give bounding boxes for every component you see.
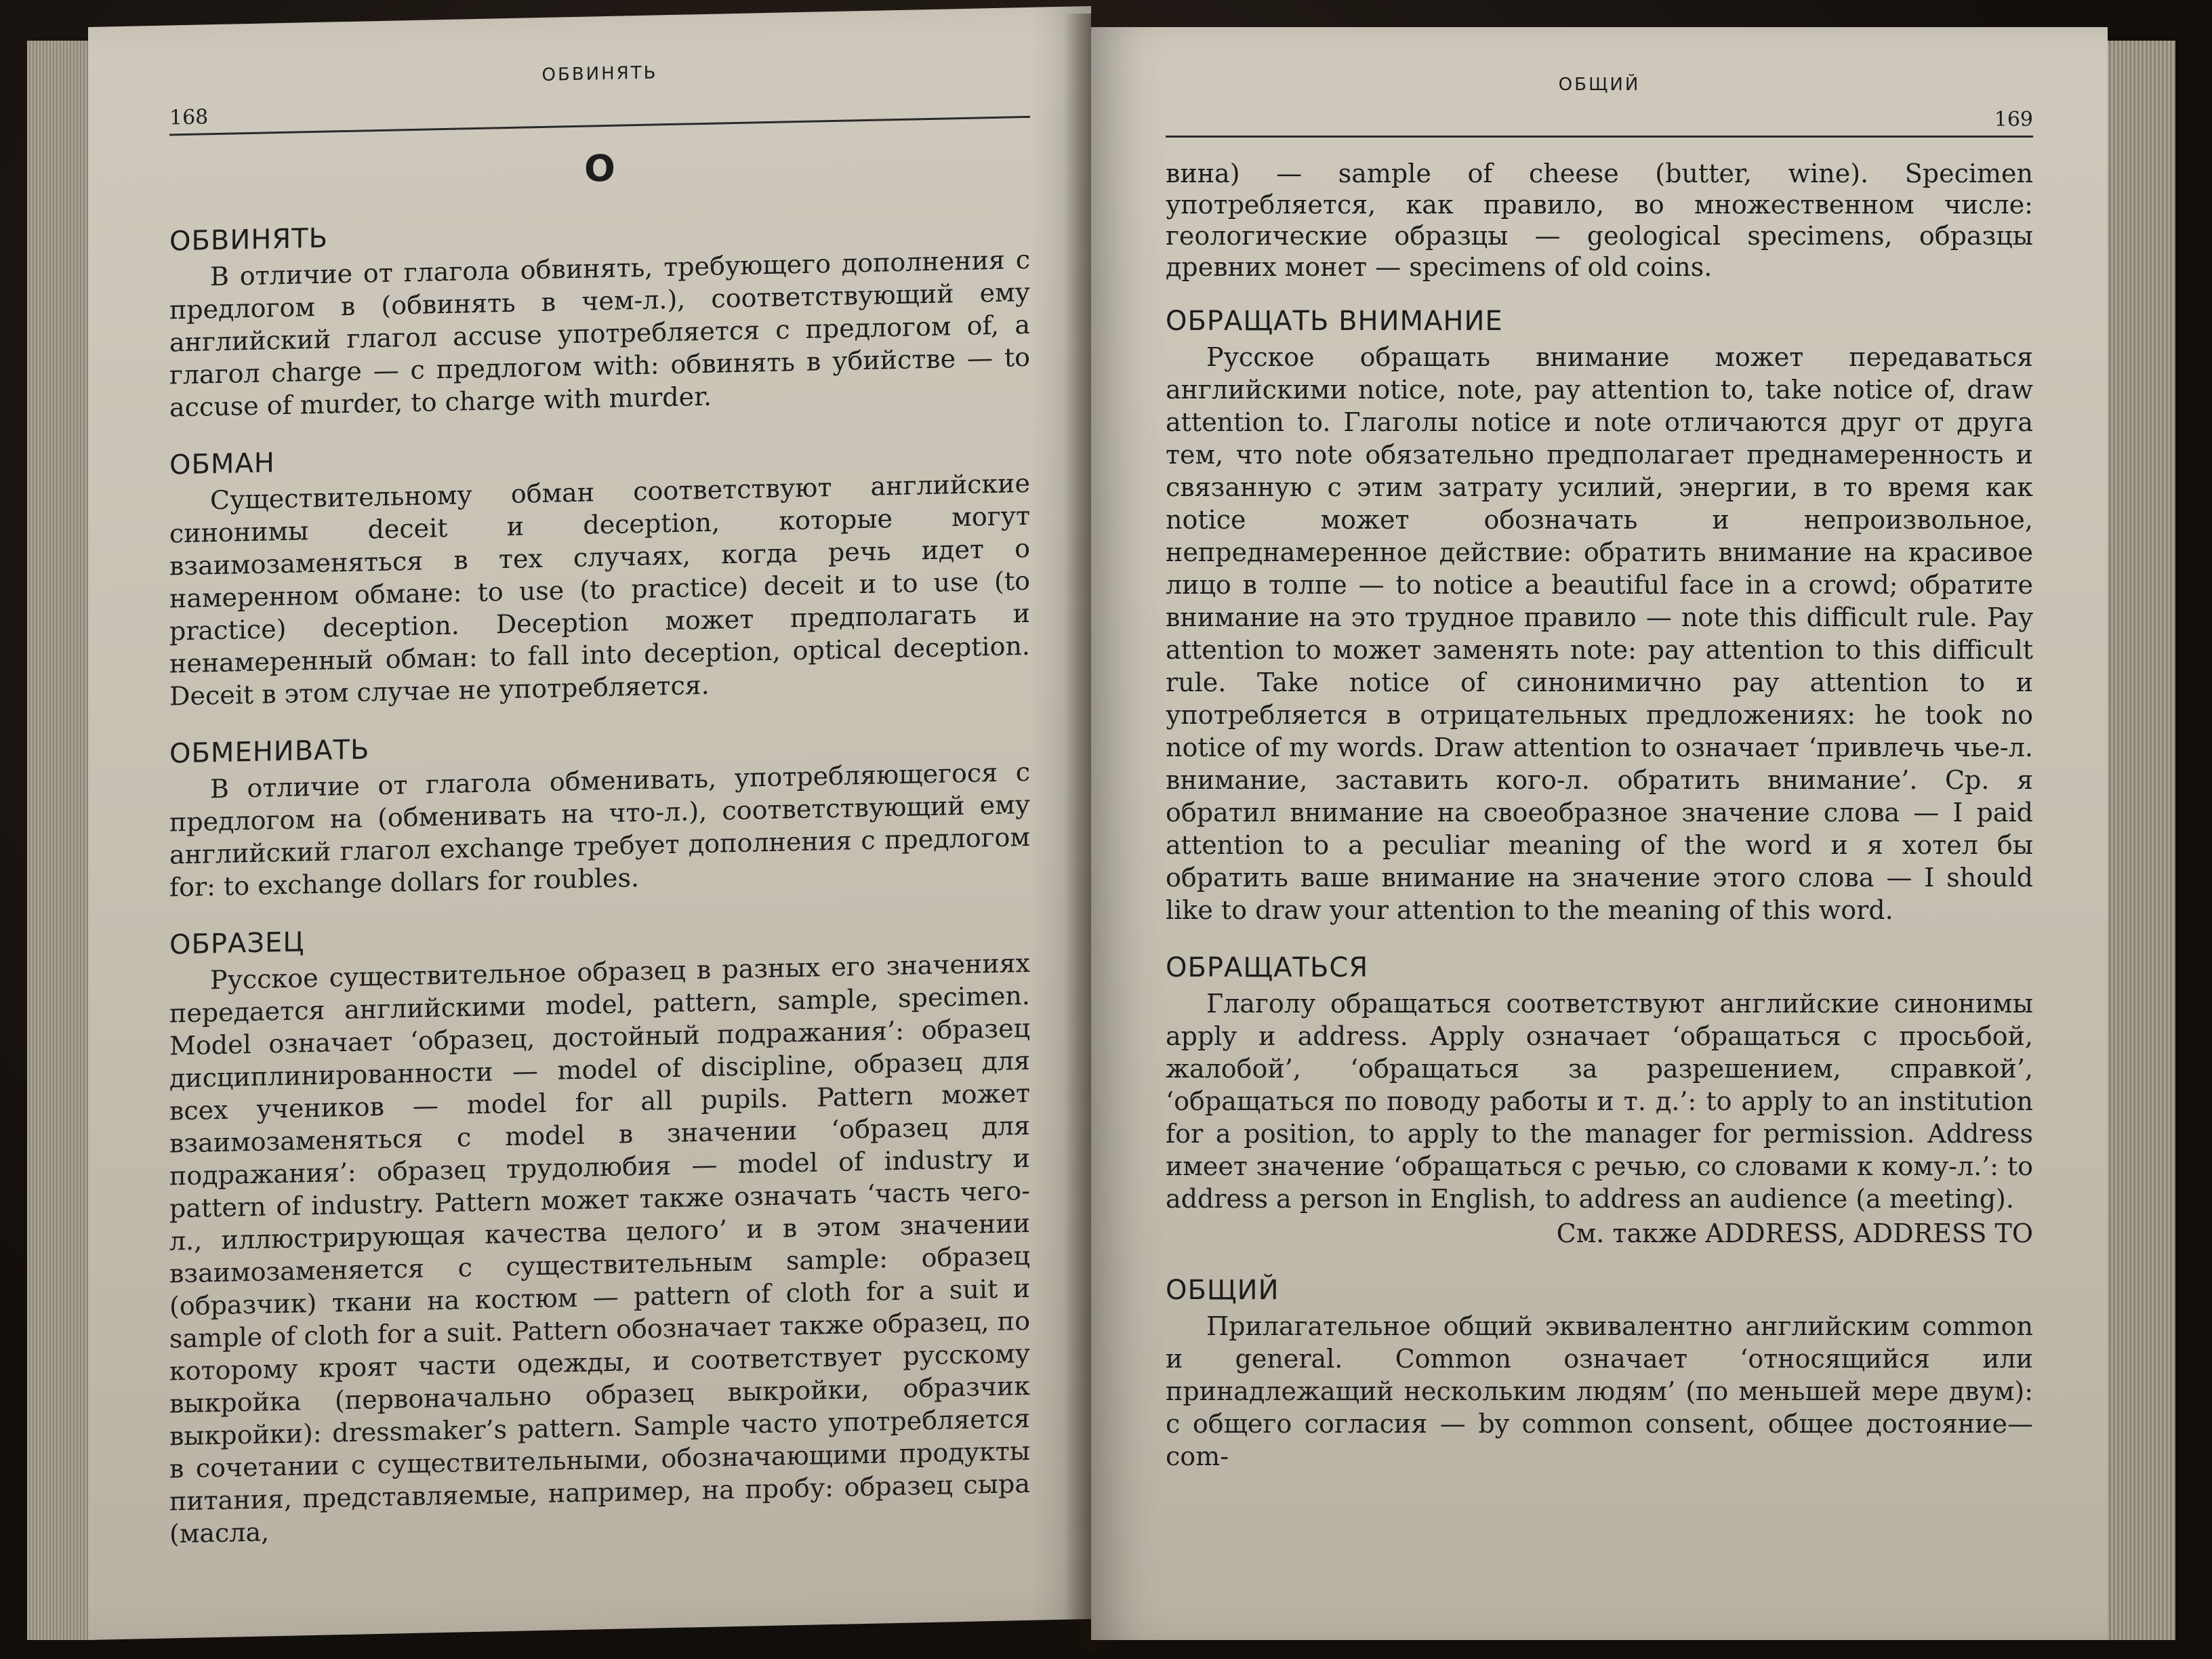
entry-obvinyat [169,208,1030,424]
entry-headword: ОБРАЗЕЦ [169,926,305,961]
entry-text: В отличие от глагола обменивать, употребляющегося с предлогом на (обменивать на что-л.), соответствующий ему английский глагол exchange требует дополнения с предлогом for: to exchange dollars for roubles. [169,756,1030,903]
entry-headword: ОБВИНЯТЬ [169,222,329,258]
entry-obrazets [169,912,1030,1551]
right-page-number: 169 [1994,108,2033,131]
entry-text: Русское существительное образец в разных его значениях передается английскими model, pattern, sample, specimen. Model означает ‘образец, достойный подражания’: образец дисциплинированности — model of discipline, образец для всех учеников — model for all pupils. Pattern может взаимозаменяться с model в значении ‘образец для подражания’: образец трудолюбия — model of industry и pattern of industry. Pattern может также означать ‘часть чего-л., иллюстрирующая качества целого’ и в этом значении взаимозаменяется с существительным sample: образец (образчик) ткани на костюм — pattern of cloth for a suit и sample of cloth for a suit. Pattern обозначает также образец, по которому кроят части одежды, и соответствует русскому выкройка (первоначально образец выкройки, образчик выкройки): dressmaker’s pattern. Sample часто употребляется в сочетании с существительными, обозначающими продукты питания, представляемые, например, на пробу: образец сыра (масла, [169,947,1030,1549]
section-letter: О [584,146,615,190]
entry-text: Прилагательное общий эквивалентно английским common и general. Common означает ‘относящийся или принадлежащий нескольким людям’ (по меньшей мере двум): с общего согласия — by common consent, общее достояние—com- [1166,1311,2033,1471]
entry-obman [169,432,1030,713]
right-page-edges [2101,41,2175,1640]
entry-text: В отличие от глагола обвинять, требующего дополнения с предлогом в (обвинять в чем-л.), соответствующий ему английский глагол accuse употребляется с предлогом of, а глагол charge — с предлогом with: обвинять в убийстве — to accuse of murder, to charge with murder. [169,244,1030,423]
left-page-edges [27,41,95,1640]
entry-obmenivat [169,720,1030,904]
entry-headword: ОБРАЩАТЬ ВНИМАНИЕ [1166,306,1503,337]
entry-headword: ОБЩИЙ [1166,1275,1279,1306]
left-running-head-title: ОБВИНЯТЬ [541,62,658,85]
left-page-number: 168 [169,105,209,130]
see-also-reference: См. также ADDRESS, ADDRESS TO [1556,1218,2033,1248]
entry-obrashchatsya [1166,952,2033,1249]
entry-headword: ОБМЕНИВАТЬ [169,734,370,770]
entry-obshchiy [1166,1275,2033,1473]
right-running-head [1166,75,2033,138]
right-running-head-title: ОБЩИЙ [1558,75,1641,95]
entry-text: Русское обращать внимание может передаваться английскими notice, note, pay attention to, take notice of, draw attention to. Глаголы notice и note отличаются друг от друга тем, что note обязательно предполагает преднамеренность и связанную с этим затрату усилий, энергии, в то время как notice может обозначать и непроизвольное, непреднамеренное действие: обратить внимание на красивое лицо в толпе — to notice a beautiful face in a crowd; обратите внимание на это трудное правило — note this difficult rule. Pay attention to может заменять note: pay attention to this difficult rule. Take notice of синонимично pay attention to и употребляется в отрицательных предложениях: he took no notice of my words. Draw attention to означает ‘привлечь чье-л. внимание, заставить кого-л. обратить внимание’. Ср. я обратил внимание на своеобразное значение слова — I paid attention to a peculiar meaning of the word и я хотел бы обратить ваше внимание на значение этого слова — I should like to draw your attention to the meaning of this word. [1166,342,2033,925]
right-page [1091,27,2108,1640]
entry-text: Глаголу обращаться соответствуют английские синонимы apply и address. Apply означает ‘обращаться с просьбой, жалобой’, ‘обращаться за разрешением, справкой’, ‘обращаться по поводу работы и т. д.’: to apply to an institution for a position, to apply to the manager for permission. Address имеет значение ‘обращаться с речью, со словами к кому-л.’: to address a person in English, to address an audience (a meeting). [1166,989,2033,1214]
entry-headword: ОБРАЩАТЬСЯ [1166,952,1369,983]
entry-headword: ОБМАН [169,447,275,481]
left-page [88,6,1091,1640]
entry-text: Существительному обман соответствуют английские синонимы deceit и deception, которые могут взаимозаменяться в тех случаях, когда речь идет о намеренном обмане: to use (to practice) deceit и to use (to practice) deception. Deception может предполагать и ненамеренный обман: to fall into deception, optical deception. Deceit в этом случае не употребляется. [169,468,1030,712]
continued-text: вина) — sample of cheese (butter, wine). Specimen употребляется, как правило, во множественном числе: геологические образцы — geological specimens, образцы древних монет — specimens of old coins. [1166,159,2033,282]
entry-obrashchat-vnimanie [1166,306,2033,926]
left-running-head [169,55,1030,136]
